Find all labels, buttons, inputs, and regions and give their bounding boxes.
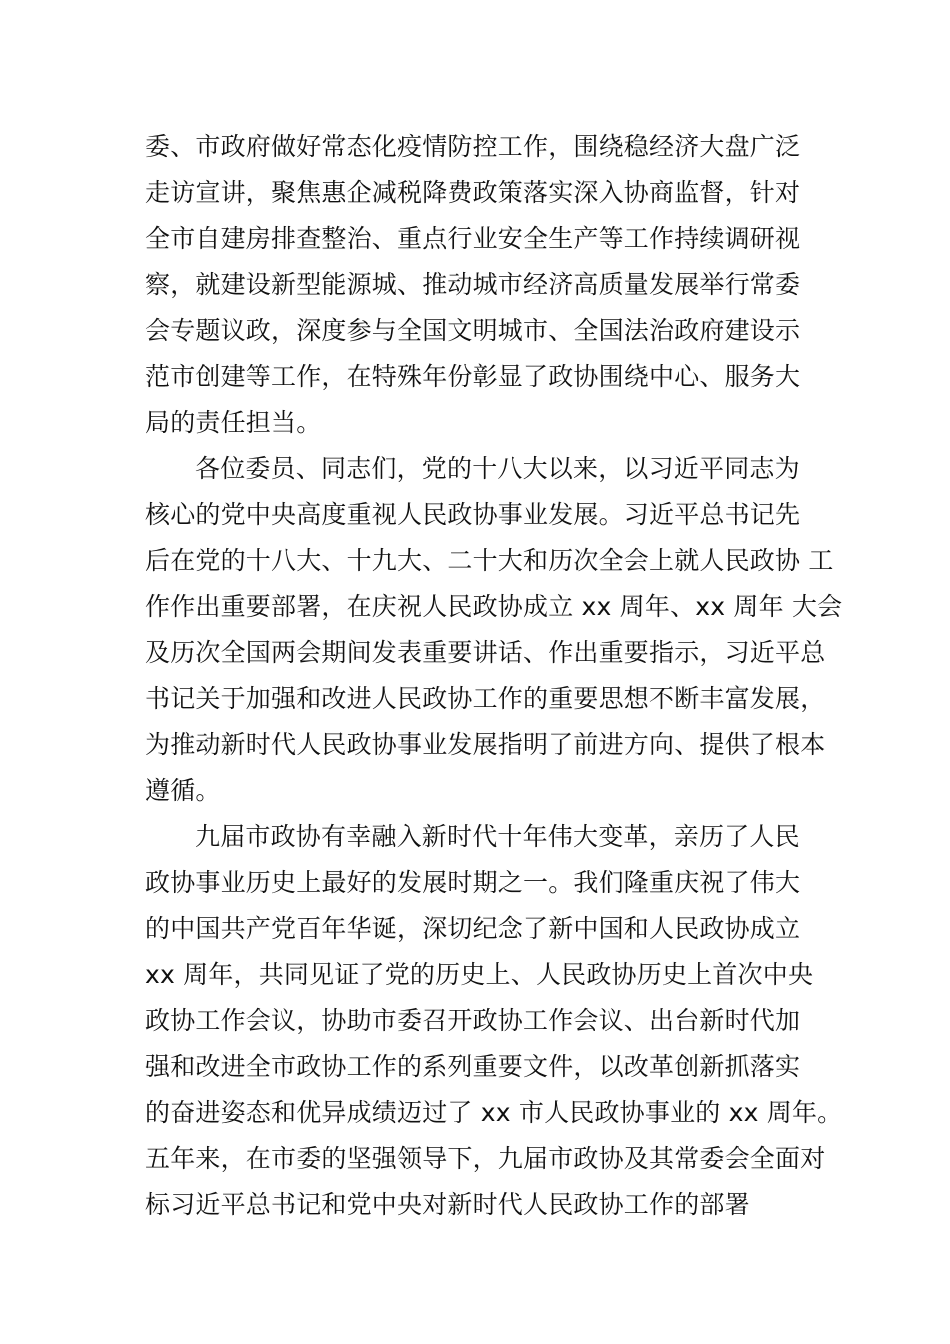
- text-line: 政协事业历史上最好的发展时期之一。我们隆重庆祝了伟大: [145, 868, 801, 897]
- body-text: [145, 124, 855, 1228]
- text-line: 强和改进全市政协工作的系列重要文件，以改革创新抓落实: [145, 1052, 801, 1081]
- text-line: 范市创建等工作，在特殊年份彰显了政协围绕中心、服务大: [145, 362, 801, 391]
- text-line: 核心的党中央高度重视人民政协事业发展。习近平总书记先: [145, 500, 801, 529]
- text-line: 全市自建房排查整治、重点行业安全生产等工作持续调研视: [145, 224, 801, 253]
- text-line: xx 周年，共同见证了党的历史上、人民政协历史上首次中央: [145, 960, 814, 989]
- text-line: 遵循。: [145, 776, 221, 805]
- text-line: 书记关于加强和改进人民政协工作的重要思想不断丰富发展，: [145, 684, 826, 713]
- text-line: 作作出重要部署，在庆祝人民政协成立 xx 周年、xx 周年 大会: [145, 592, 843, 621]
- text-line: 局的责任担当。: [145, 408, 322, 437]
- text-line: 的中国共产党百年华诞，深切纪念了新中国和人民政协成立: [145, 914, 801, 943]
- text-line: 后在党的十八大、十九大、二十大和历次全会上就人民政协 工: [145, 546, 834, 575]
- text-line: 标习近平总书记和党中央对新时代人民政协工作的部署: [145, 1190, 750, 1219]
- text-line: 的奋进姿态和优异成绩迈过了 xx 市人民政协事业的 xx 周年。: [145, 1098, 843, 1127]
- paragraph-start-line: 各位委员、同志们，党的十八大以来，以习近平同志为: [195, 454, 800, 483]
- text-line: 及历次全国两会期间发表重要讲话、作出重要指示，习近平总: [145, 638, 826, 667]
- text-line: 五年来，在市委的坚强领导下，九届市政协及其常委会全面对: [145, 1144, 826, 1173]
- text-line: 走访宣讲，聚焦惠企减税降费政策落实深入协商监督，针对: [145, 178, 801, 207]
- text-line: 察，就建设新型能源城、推动城市经济高质量发展举行常委: [145, 270, 801, 299]
- text-line: 会专题议政，深度参与全国文明城市、全国法治政府建设示: [145, 316, 801, 345]
- paragraph-start-line: 九届市政协有幸融入新时代十年伟大变革，亲历了人民: [195, 822, 800, 851]
- text-line: 政协工作会议，协助市委召开政协工作会议、出台新时代加: [145, 1006, 801, 1035]
- text-line: 委、市政府做好常态化疫情防控工作，围绕稳经济大盘广泛: [145, 132, 801, 161]
- text-line: 为推动新时代人民政协事业发展指明了前进方向、提供了根本: [145, 730, 826, 759]
